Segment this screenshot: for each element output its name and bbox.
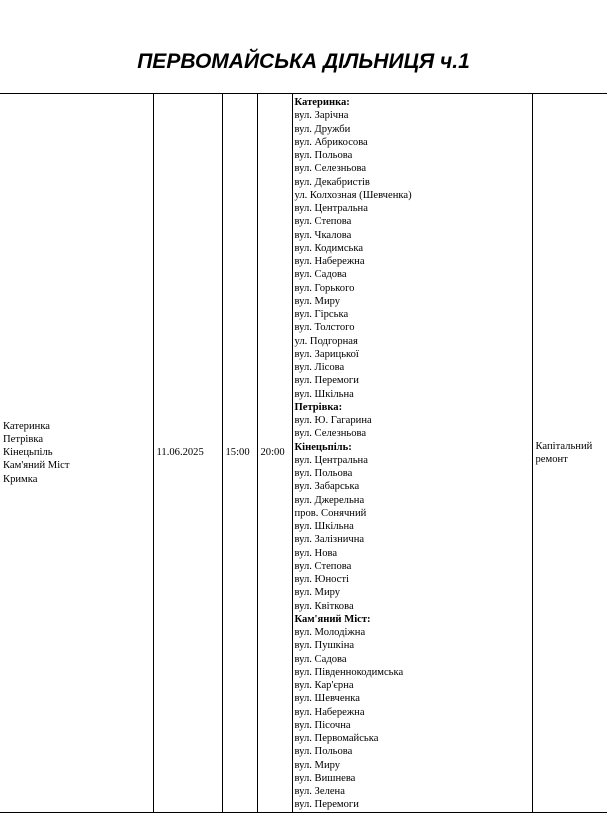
street-item: вул. Селезньова	[294, 428, 367, 440]
street-item: пров. Сонячний	[294, 507, 367, 519]
street-item: вул. Садова	[294, 653, 347, 665]
street-item: вул. Польова	[294, 468, 353, 479]
street-item: вул. Набережна	[294, 706, 365, 718]
street-item: вул. Зарічна	[294, 110, 349, 122]
street-item: вул. Селезньова	[294, 163, 367, 175]
street-item: вул. Квіткова	[294, 600, 354, 612]
settlement-item: Кінецьпіль	[3, 447, 53, 459]
street-item: вул. Чкалова	[294, 229, 352, 241]
street-item: вул. Первомайська	[294, 733, 379, 744]
settlement-item: Катеринка	[3, 420, 51, 432]
start-time-cell: 15:00	[222, 94, 257, 813]
street-item: вул. Набережна	[294, 256, 365, 267]
date-cell: 11.06.2025	[153, 94, 222, 813]
settlement-heading: Кінецьпіль:	[294, 441, 352, 453]
street-item: вул. Зарицької	[294, 348, 359, 360]
street-item: вул. Степова	[294, 560, 352, 572]
settlement-heading: Петрівка:	[294, 401, 343, 413]
street-item: вул. Нова	[294, 547, 338, 559]
street-item: вул. Перемоги	[294, 799, 359, 811]
street-item: вул. Пушкіна	[294, 640, 355, 652]
table-row	[0, 94, 607, 813]
street-item: вул. Степова	[294, 216, 352, 228]
street-item: вул. Південнокодимська	[294, 666, 404, 678]
settlement-item: Петрівка	[3, 433, 44, 445]
street-item: вул. Джерельна	[294, 494, 365, 506]
settlement-heading: Катеринка:	[294, 97, 350, 108]
street-item: вул. Центральна	[294, 454, 368, 466]
street-item: вул. Шевченка	[294, 693, 360, 705]
settlement-item: Кам'яний Міст	[3, 460, 70, 472]
street-item: вул. Дружби	[294, 123, 351, 135]
settlement-item: Кримка	[3, 473, 38, 485]
street-item: вул. Молодіжна	[294, 627, 366, 638]
street-item: вул. Юності	[294, 574, 349, 585]
reason-cell: Капітальний ремонт	[532, 94, 607, 813]
streets-cell	[292, 94, 532, 813]
street-item: вул. Шкільна	[294, 388, 354, 400]
street-item: вул. Польова	[294, 746, 353, 758]
street-item: вул. Ю. Гагарина	[294, 415, 372, 426]
street-item: ул. Подгорная	[294, 335, 358, 347]
street-item: ул. Колхозная (Шевченка)	[294, 189, 412, 201]
street-item: вул. Кодимська	[294, 242, 364, 254]
settlements-list	[3, 420, 150, 486]
street-item: вул. Миру	[294, 759, 341, 771]
street-item: вул. Садова	[294, 269, 347, 281]
street-item: вул. Центральна	[294, 203, 368, 214]
street-item: вул. Пісочна	[294, 719, 351, 731]
street-item: вул. Вишнева	[294, 772, 356, 784]
street-item: вул. Зелена	[294, 786, 345, 797]
street-item: вул. Кар'єрна	[294, 680, 354, 691]
street-item: вул. Перемоги	[294, 375, 359, 387]
streets-list	[295, 96, 530, 812]
street-item: вул. Гірська	[294, 309, 349, 320]
settlements-cell	[0, 94, 153, 813]
street-item: вул. Залізнична	[294, 534, 365, 546]
street-item: вул. Горького	[294, 282, 355, 294]
outage-schedule-table	[0, 93, 607, 813]
street-item: вул. Лісова	[294, 362, 345, 373]
street-item: вул. Толстого	[294, 322, 355, 334]
end-time-cell: 20:00	[257, 94, 292, 813]
settlement-heading: Кам'яний Міст:	[294, 613, 371, 625]
street-item: вул. Декабристів	[294, 176, 370, 188]
street-item: вул. Миру	[294, 295, 341, 307]
street-item: вул. Шкільна	[294, 521, 354, 532]
street-item: вул. Польова	[294, 150, 353, 161]
page-title: ПЕРВОМАЙСЬКА ДІЛЬНИЦЯ ч.1	[137, 50, 470, 73]
street-item: вул. Миру	[294, 587, 341, 599]
street-item: вул. Забарська	[294, 481, 360, 493]
street-item: вул. Абрикосова	[294, 136, 368, 148]
